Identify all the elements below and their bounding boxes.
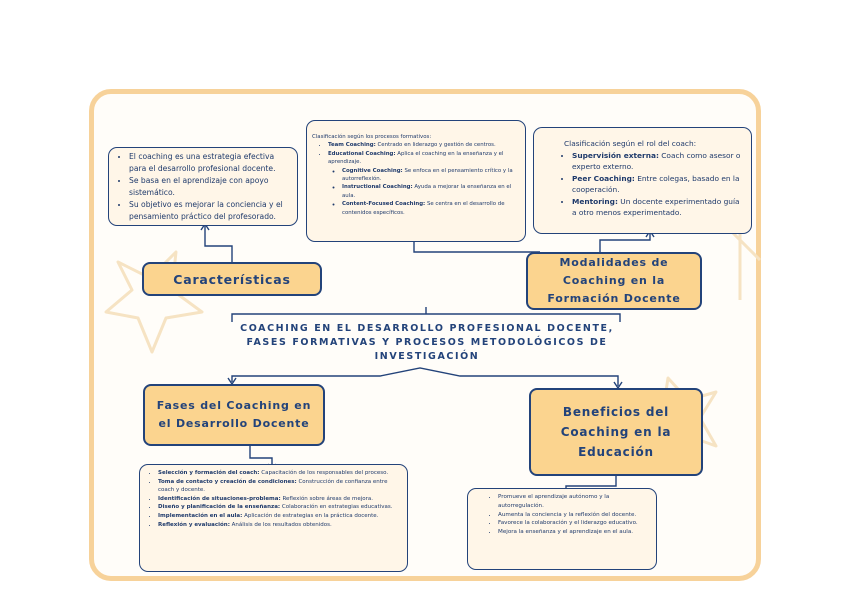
list-item: • Aumenta la conciencia y la reflexión del docente. (498, 511, 650, 520)
list-item: • Educational Coaching: Aplica el coaching en la enseñanza y el aprendizaje. ◦ Cognitive Coaching: Se enfoca en el pensamiento crítico y la autorreflexión. ◦ Instructional Coaching: Ayuda a mejorar la enseñanza en el aula. ◦ Content-Focused Coaching: Se centra en el desarrollo de contenidos específicos. (328, 150, 520, 217)
procesos-box (306, 120, 526, 242)
list-item: • El coaching es una estrategia efectiva para el desarrollo profesional docente. (129, 151, 293, 175)
beneficios-list (482, 493, 650, 537)
list-item: ◦ Content-Focused Coaching: Se centra en el desarrollo de contenidos específicos. (342, 200, 520, 217)
procesos-list (312, 141, 520, 217)
fases-box (139, 464, 408, 572)
list-item: • Favorece la colaboración y el liderazgo educativo. (498, 519, 650, 528)
list-item: • Reflexión y evaluación: Análisis de los resultados obtenidos. (158, 521, 402, 530)
list-item: ◦ Cognitive Coaching: Se enfoca en el pensamiento crítico y la autorreflexión. (342, 167, 520, 184)
procesos-heading: Clasificación según los procesos formativos: (312, 134, 432, 140)
connector-caract (205, 226, 232, 262)
connector-procesos (414, 242, 540, 252)
caracteristicas-node: Características (142, 262, 322, 296)
connector-top (232, 314, 620, 322)
list-item: ◦ Instructional Coaching: Ayuda a mejorar la enseñanza en el aula. (342, 183, 520, 200)
list-item: • Mentoring: Un docente experimentado guía a otro menos experimentado. (572, 196, 743, 219)
list-item: • Supervisión externa: Coach como asesor o experto externo. (572, 150, 743, 173)
beneficios-box (467, 488, 657, 570)
caracteristicas-list (113, 151, 293, 223)
list-item: • Se basa en el aprendizaje con apoyo sistemático. (129, 175, 293, 199)
central-title: COACHING EN EL DESARROLLO PROFESIONAL DOCENTE, FASES FORMATIVAS Y PROCESOS METODOLÓGICOS DE INVESTIGACIÓN (240, 323, 614, 362)
beneficios-node: Beneficios del Coaching en la Educación (529, 388, 703, 476)
rol-list (544, 150, 743, 219)
list-item: • Team Coaching: Centrado en liderazgo y gestión de centros. (328, 141, 520, 149)
list-item: • Toma de contacto y creación de condiciones: Construcción de confianza entre coach y docente. (158, 478, 402, 495)
list-item: • Mejora la enseñanza y el aprendizaje en el aula. (498, 528, 650, 537)
list-item: • Peer Coaching: Entre colegas, basado en la cooperación. (572, 173, 743, 196)
list-item: • Diseño y planificación de la enseñanza: Colaboración en estrategias educativas. (158, 503, 402, 512)
list-item: • Promueve el aprendizaje autónomo y la autorregulación. (498, 493, 650, 511)
list-item: • Selección y formación del coach: Capacitación de los responsables del proceso. (158, 469, 402, 478)
fases-node: Fases del Coaching en el Desarrollo Docente (143, 384, 325, 446)
rol-box (533, 127, 752, 234)
list-item: • Implementación en el aula: Aplicación de estrategias en la práctica docente. (158, 512, 402, 521)
rol-heading: Clasificación según el rol del coach: (564, 139, 697, 148)
fases-list (142, 469, 402, 529)
modalidades-node: Modalidades de Coaching en la Formación Docente (526, 252, 702, 310)
caracteristicas-box (108, 147, 298, 226)
list-item: • Identificación de situaciones-problema: Reflexión sobre áreas de mejora. (158, 495, 402, 504)
connector-rol (600, 233, 650, 252)
list-item: • Su objetivo es mejorar la conciencia y el pensamiento práctico del profesorado. (129, 199, 293, 223)
